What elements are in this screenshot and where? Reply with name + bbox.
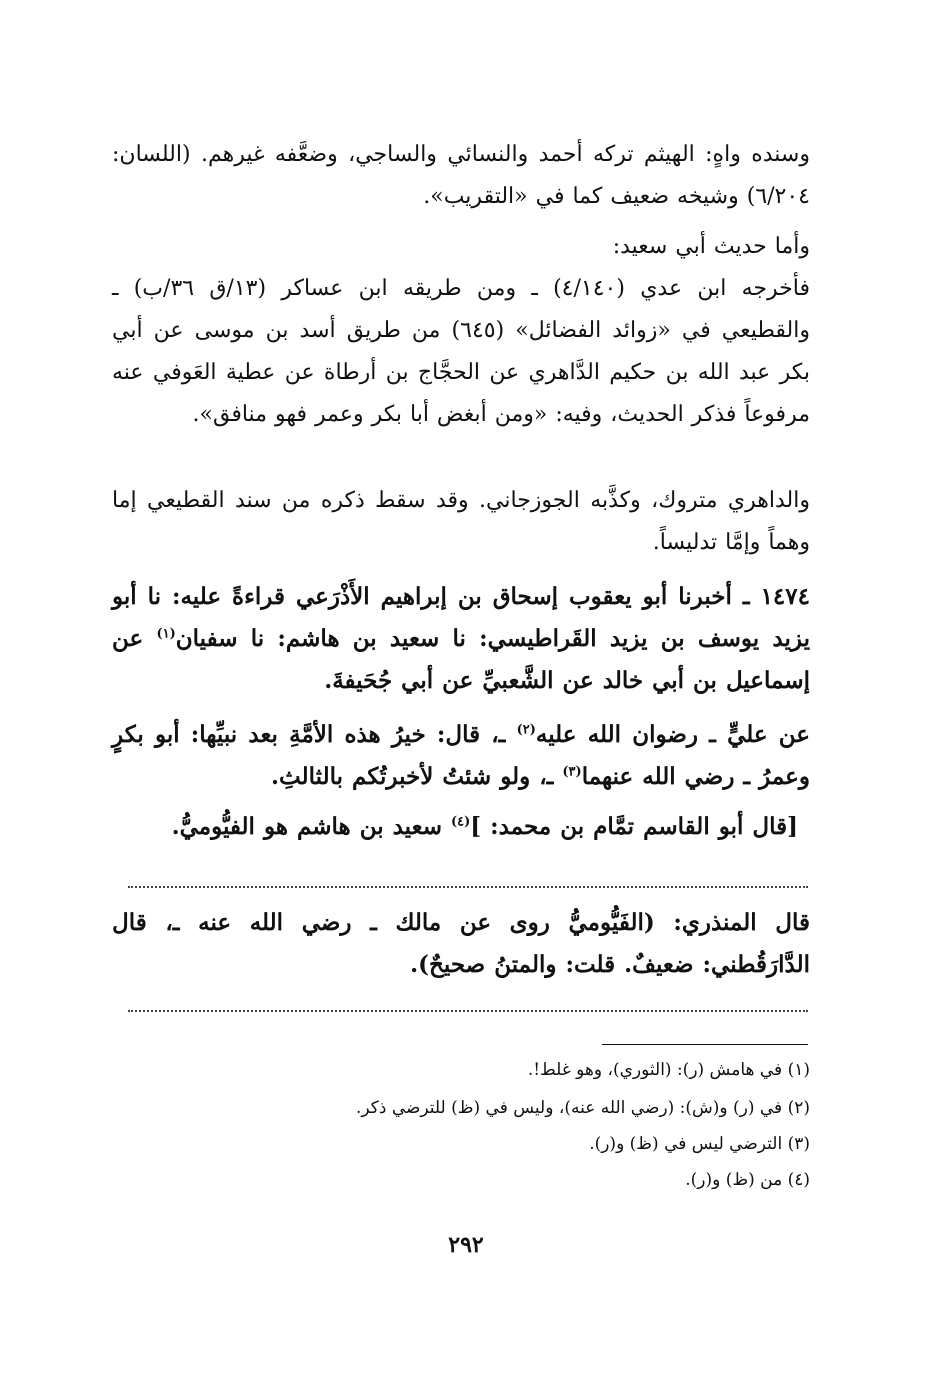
hadith-1474-isnad xyxy=(112,576,810,702)
tammam-text-1: [قال أبو القاسم تمَّام بن محمد: ] xyxy=(470,813,798,840)
dotted-separator-top xyxy=(128,886,808,888)
footnote-ref-4: (٤) xyxy=(451,814,471,830)
isnad-text-1: ١٤٧٤ ـ أخبرنا أبو يعقوب إسحاق بن إبراهيم الأَذْرَعي قراءةً عليه: نا أبو يزيد يوسف بن يزيد القَراطيسي: نا سعيد بن هاشم: نا سفيان xyxy=(112,583,810,652)
footnote-ref-3: (٣) xyxy=(562,764,582,780)
paragraph-isnad-weakness: وسنده واهٍ: الهيثم تركه أحمد والنسائي والساجي، وضعَّفه غيرهم. (اللسان: ٦/٢٠٤) وشيخه ضعيف كما في «التقريب». xyxy=(112,142,810,209)
hadith-1474-tammam-note xyxy=(112,806,810,848)
paragraph-abu-said-heading: وأما حديث أبي سعيد: xyxy=(612,234,810,259)
footnote-3: (٣) الترضي ليس في (ظ) و(ر). xyxy=(589,1134,810,1154)
mundhiri-note: قال المنذري: (الفَيُّوميُّ روى عن مالك ـ رضي الله عنه ـ، قال الدَّارَقُطني: ضعيفٌ. قلت: والمتنُ صحيحٌ). xyxy=(112,909,810,978)
footnote-1: (١) في هامش (ر): (الثوري)، وهو غلط!. xyxy=(527,1060,810,1080)
footnote-4: (٤) من (ظ) و(ر). xyxy=(685,1170,810,1190)
tammam-text-2: سعيد بن هاشم هو الفيُّوميُّ. xyxy=(171,813,451,840)
paragraph-dahiri-note: والداهري متروك، وكذَّبه الجوزجاني. وقد سقط ذكره من سند القطيعي إما وهماً وإمَّا تدليساً. xyxy=(112,488,810,555)
paragraph-takhrij-ibn-adi: فأخرجه ابن عدي (٤/١٤٠) ـ ومن طريقه ابن عساكر (١٣/ق ٣٦/ب) ـ والقطيعي في «زوائد الفضائل» (٦٤٥) من طريق أسد بن موسى عن أبي بكر عبد الله بن حكيم الدَّاهري عن الحجَّاج بن أرطاة عن عطية العَوفي عنه مرفوعاً فذكر الحديث، وفيه: «ومن أبغض أبا بكر وعمر فهو منافق». xyxy=(112,276,810,427)
matn-text-1: عن عليٍّ ـ رضوان الله عليه xyxy=(535,721,810,748)
dotted-separator-bottom xyxy=(128,1010,808,1012)
matn-text-3: ـ، ولو شئتُ لأخبرتُكم بالثالثِ. xyxy=(271,763,563,790)
footnote-2: (٢) في (ر) و(ش): (رضي الله عنه)، وليس في (ظ) للترضي ذكر. xyxy=(355,1098,810,1118)
footnote-rule xyxy=(602,1044,808,1045)
isnad-text-2: عن إسماعيل بن أبي خالد عن الشَّعبيِّ عن أبي جُحَيفةَ. xyxy=(112,625,810,694)
footnote-ref-1: (١) xyxy=(156,626,176,642)
page-number: ٢٩٢ xyxy=(448,1232,484,1258)
footnote-ref-2: (٢) xyxy=(516,722,536,738)
hadith-1474-matn xyxy=(112,714,810,798)
matn-text-2: ـ، قال: خيرُ هذه الأمَّةِ بعد نبيِّها: أبو بكرٍ وعمرُ ـ رضي الله عنهما xyxy=(112,721,810,790)
